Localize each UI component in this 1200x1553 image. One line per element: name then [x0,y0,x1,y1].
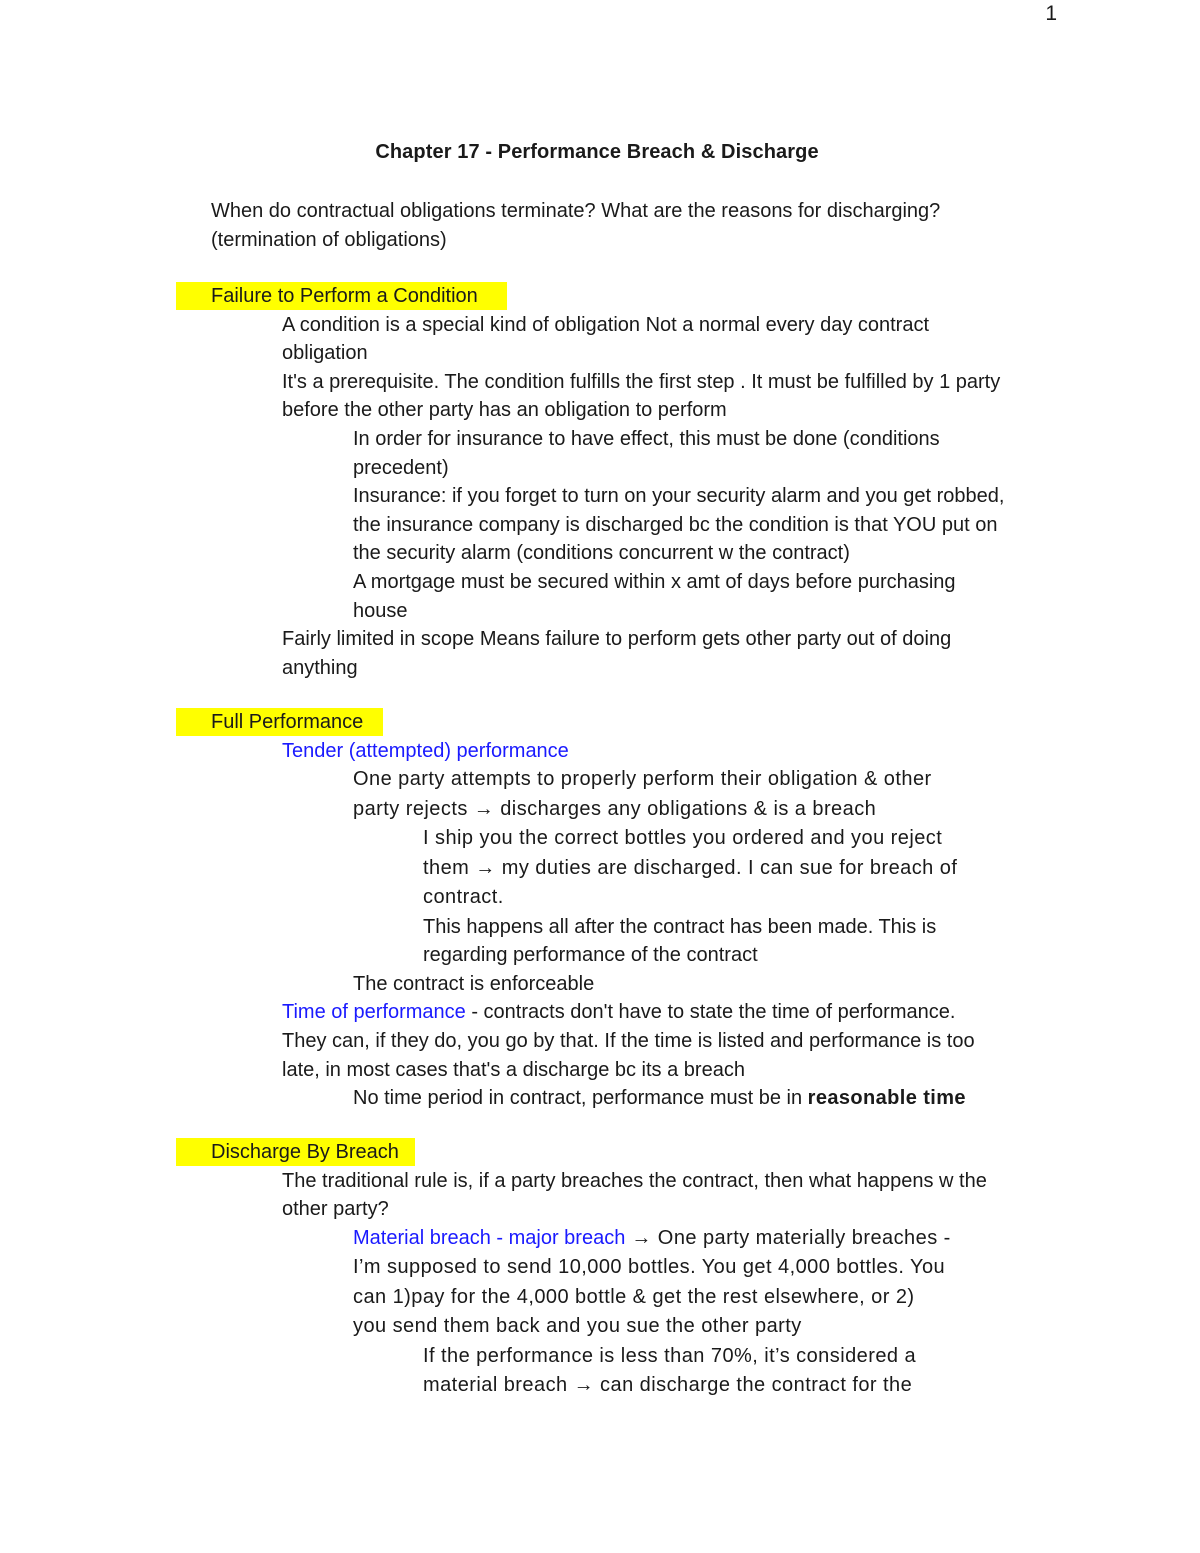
list-item: I’m supposed to send 10,000 bottles. You get 4,000 bottles. You [353,1256,946,1279]
list-item: you send them back and you sue the other party [353,1315,802,1338]
section-failure-to-perform [0,282,1200,682]
list-item: obligation [282,342,368,365]
list-item: - contracts don't have to state the time of performance. [465,1001,956,1024]
document-title: Chapter 17 - Performance Breach & Discharge [375,141,819,163]
list-item: regarding performance of the contract [423,944,758,967]
intro-line: When do contractual obligations terminate? What are the reasons for discharging? [211,200,941,222]
list-item: house [353,599,408,622]
page-number: 1 [1045,2,1057,25]
list-item: One party attempts to properly perform their obligation & other [353,768,932,791]
list-item: A mortgage must be secured within x amt of days before purchasing [353,570,956,593]
term-label: Time of performance [282,1001,466,1024]
section-heading: Full Performance [211,711,364,733]
list-item: precedent) [353,456,449,479]
list-item: I ship you the correct bottles you ordered and you reject [423,827,943,850]
list-item: In order for insurance to have effect, this must be done (conditions [353,427,940,450]
list-item: → One party materially breaches - [625,1226,951,1249]
list-item: anything [282,656,358,679]
term-label: Tender (attempted) performance [282,739,569,762]
list-item: The traditional rule is, if a party breaches the contract, then what happens w the [282,1169,987,1192]
list-item: contract. [423,886,504,909]
list-item: A condition is a special kind of obligation Not a normal every day contract [282,313,930,336]
list-item: They can, if they do, you go by that. If the time is listed and performance is too [282,1030,975,1053]
intro-line: (termination of obligations) [211,228,447,251]
intro-bullet [0,197,1200,254]
section-heading: Discharge By Breach [211,1141,399,1163]
list-item: before the other party has an obligation to perform [282,399,727,422]
list-item: No time period in contract, performance must be in [353,1087,808,1110]
list-item: This happens all after the contract has been made. This is [423,915,937,938]
list-item: party rejects → discharges any obligations & is a breach [353,797,877,820]
list-item: the insurance company is discharged bc the condition is that YOU put on [353,513,998,536]
list-item: material breach → can discharge the contract for the [423,1374,913,1397]
section-full-performance [0,708,1200,1113]
term-label: Material breach - major breach [353,1226,626,1249]
list-item: can 1)pay for the 4,000 bottle & get the rest elsewhere, or 2) [353,1285,915,1308]
list-item: Insurance: if you forget to turn on your security alarm and you get robbed, [353,485,1005,508]
list-item: other party? [282,1198,389,1221]
list-item: If the performance is less than 70%, it’s considered a [423,1344,917,1367]
list-item: late, in most cases that's a discharge bc its a breach [282,1058,745,1081]
section-discharge-by-breach [0,1138,1200,1401]
list-item: them → my duties are discharged. I can sue for breach of [423,856,958,879]
emphasis-text: reasonable time [807,1087,966,1110]
section-heading: Failure to Perform a Condition [211,285,478,307]
list-item: Fairly limited in scope Means failure to perform gets other party out of doing [282,628,952,651]
list-item: It's a prerequisite. The condition fulfills the first step . It must be fulfilled by 1 party [282,370,1001,393]
list-item: The contract is enforceable [353,972,595,995]
list-item: the security alarm (conditions concurrent w the contract) [353,542,850,565]
